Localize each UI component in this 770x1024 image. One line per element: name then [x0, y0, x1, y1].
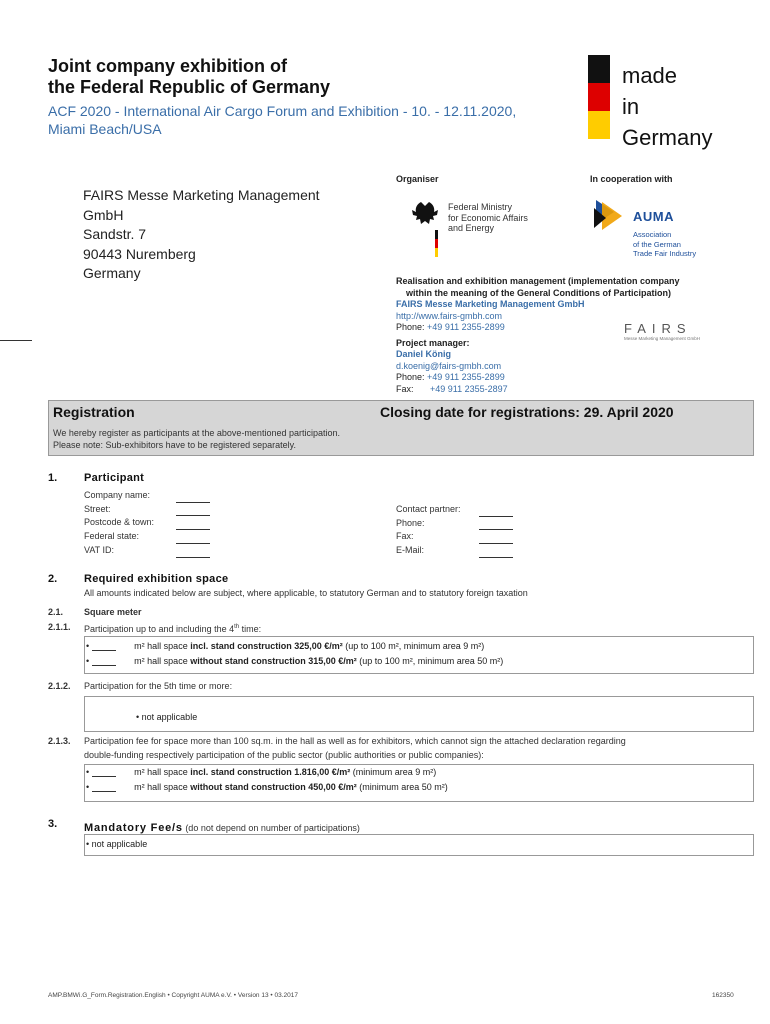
pm-fax-value: +49 911 2355-2897 — [430, 383, 508, 394]
address-line: GmbH — [83, 206, 124, 223]
vat-field[interactable] — [176, 548, 210, 558]
participant-fields-right — [479, 503, 513, 558]
auma-logo-icon — [592, 198, 632, 239]
phone-label: Phone: — [396, 517, 425, 528]
postcode-label: Postcode & town: — [84, 517, 155, 528]
realisation-company: FAIRS Messe Marketing Management GmbH — [396, 299, 585, 309]
fold-mark — [0, 340, 32, 341]
section-2-1-3-text — [84, 735, 754, 762]
section-3-note: (do not depend on number of participations) — [182, 823, 360, 833]
phone-value: +49 911 2355-2899 — [427, 322, 505, 332]
project-manager-email[interactable]: d.koenig@fairs-gmbh.com — [396, 360, 502, 371]
r4-bold: without stand construction 450,00 €/m² — [190, 782, 357, 792]
section-2-1-title: Square meter — [84, 607, 142, 617]
project-manager-label: Project manager: — [396, 337, 470, 348]
auma-sub-line: Association — [633, 230, 672, 239]
without-450-qty-field[interactable] — [92, 782, 116, 792]
participant-labels-left — [84, 489, 154, 558]
section-1-title: Participant — [84, 472, 145, 484]
participant-labels-right — [396, 503, 461, 558]
organiser-label: Organiser — [396, 174, 439, 184]
event-subtitle — [48, 102, 516, 138]
title-line-2: the Federal Republic of Germany — [48, 77, 331, 97]
r4-post: (minimum area 50 m²) — [356, 782, 448, 792]
not-applicable-2-1-2: • not applicable — [136, 712, 198, 722]
fax-label: Fax: — [396, 531, 414, 542]
phone-field[interactable] — [479, 520, 513, 530]
email-field[interactable] — [479, 548, 513, 558]
ministry-line: for Economic Affairs — [448, 212, 528, 223]
ministry-line: Federal Ministry — [448, 202, 513, 212]
option-row-incl-1816: • m² hall space incl. stand construction 1.816,00 €/m² (minimum area 9 m²) — [86, 767, 437, 777]
section-2-title: Required exhibition space — [84, 573, 229, 585]
s211-end: time: — [239, 624, 262, 634]
company-name-label: Company name: — [84, 490, 151, 500]
s211-sup: th — [234, 624, 240, 630]
address-line: Germany — [83, 265, 141, 281]
tax-note: All amounts indicated below are subject, where applicable, to statutory German and to statutory foreign taxation — [84, 588, 528, 598]
federal-state-field[interactable] — [176, 534, 210, 544]
r4-pre: m² hall space — [134, 782, 191, 792]
realisation-web-link[interactable]: http://www.fairs-gmbh.com — [396, 310, 503, 321]
auma-subtitle — [633, 230, 696, 259]
section-1-number: 1. — [48, 472, 58, 484]
incl-1816-qty-field[interactable] — [92, 767, 116, 777]
address-line: Sandstr. 7 — [83, 226, 147, 242]
closing-date: Closing date for registrations: 29. April 2020 — [380, 404, 674, 420]
auma-name: AUMA — [633, 209, 674, 224]
ministry-name — [448, 202, 528, 234]
section-2-1-2-text: Participation for the 5th time or more: — [84, 681, 233, 691]
section-3-title: Mandatory Fee/s — [84, 822, 183, 834]
subtitle-line-2: Miami Beach/USA — [48, 121, 162, 137]
made-in-germany-flag-icon — [588, 55, 610, 139]
option-row-without-315: • m² hall space without stand construction 315,00 €/m² (up to 100 m², minimum area 50 m²) — [86, 656, 504, 666]
contact-partner-label: Contact partner: — [396, 504, 461, 514]
r2-pre: m² hall space — [134, 656, 191, 666]
subtitle-line-1: ACF 2020 - International Air Cargo Forum and Exhibition - 10. - 12.11.2020, — [48, 103, 517, 119]
street-field[interactable] — [176, 506, 210, 516]
registration-note — [53, 427, 340, 451]
contact-partner-field[interactable] — [479, 507, 513, 517]
section-2-1-number: 2.1. — [48, 607, 64, 617]
r3-post: (minimum area 9 m²) — [350, 767, 437, 777]
option-row-without-450: • m² hall space without stand construction 450,00 €/m² (minimum area 50 m²) — [86, 782, 448, 792]
cooperation-label: In cooperation with — [590, 174, 673, 184]
r2-post: (up to 100 m², minimum area 50 m²) — [356, 656, 504, 666]
street-label: Street: — [84, 503, 111, 514]
without-315-qty-field[interactable] — [92, 656, 116, 666]
fax-field[interactable] — [479, 534, 513, 544]
participant-fields-left — [176, 489, 210, 558]
realisation-heading: Realisation and exhibition management (implementation company — [396, 276, 680, 286]
address-line: FAIRS Messe Marketing Management — [83, 187, 320, 203]
pm-phone-value: +49 911 2355-2899 — [427, 372, 505, 382]
postcode-field[interactable] — [176, 520, 210, 530]
fairs-logo: FAIRS — [624, 321, 692, 336]
federal-state-label: Federal state: — [84, 531, 140, 542]
email-label: E-Mail: — [396, 545, 425, 556]
address-line: 90443 Nuremberg — [83, 245, 196, 262]
realisation-heading: within the meaning of the General Conditions of Participation) — [406, 287, 672, 298]
fairs-logo-subtitle: Messe Marketing Management GmbH — [624, 336, 701, 341]
pm-fax-label: Fax: — [396, 383, 414, 394]
phone-label: Phone: — [396, 322, 425, 332]
r1-pre: m² hall space — [134, 641, 191, 651]
footer-left: AMP.BMWi.G_Form.Registration.English • Copyright AUMA e.V. • Version 13 • 03.2017 — [48, 992, 298, 999]
auma-sub-line: of the German — [633, 239, 681, 249]
section-2-1-3-number: 2.1.3. — [48, 736, 71, 746]
realisation-block — [396, 276, 756, 395]
document-title — [48, 56, 330, 98]
made-in-germany-logo — [622, 60, 712, 153]
option-row-incl-325: • m² hall space incl. stand construction 325,00 €/m² (up to 100 m², minimum area 9 m²) — [86, 641, 485, 651]
s213-line-2: double-funding respectively participation of the public sector (public authorities or public companies): — [84, 749, 484, 760]
registration-note-line: Please note: Sub-exhibitors have to be registered separately. — [53, 440, 296, 450]
s213-line-1: Participation fee for space more than 100 sq.m. in the hall as well as for exhibitors, which cannot sign the attached declaration regarding — [84, 736, 626, 746]
address-block — [83, 186, 320, 284]
footer-right: 162350 — [712, 992, 734, 999]
incl-325-qty-field[interactable] — [92, 641, 116, 651]
registration-note-line: We hereby register as participants at the above-mentioned participation. — [53, 428, 340, 438]
logo-line-3: Germany — [622, 125, 713, 150]
section-3-number: 3. — [48, 818, 58, 830]
option-box-3 — [84, 834, 754, 856]
r1-bold: incl. stand construction 325,00 €/m² — [190, 641, 343, 651]
section-2-1-1-text — [84, 621, 261, 637]
s211-text: Participation up to and including the 4 — [84, 624, 235, 634]
logo-line-2: in — [622, 94, 640, 119]
company-name-field[interactable] — [176, 493, 210, 503]
vat-label: VAT ID: — [84, 544, 115, 555]
project-manager-name: Daniel König — [396, 349, 452, 359]
pm-phone-label: Phone: — [396, 372, 425, 382]
logo-line-1: made — [622, 63, 678, 88]
federal-eagle-icon — [407, 200, 443, 265]
r1-post: (up to 100 m², minimum area 9 m²) — [342, 641, 485, 651]
section-2-1-2-number: 2.1.2. — [48, 681, 71, 691]
r2-bold: without stand construction 315,00 €/m² — [190, 656, 357, 666]
r3-pre: m² hall space — [134, 767, 191, 777]
r3-bold: incl. stand construction 1.816,00 €/m² — [190, 767, 351, 777]
registration-title: Registration — [53, 404, 135, 420]
ministry-line: and Energy — [448, 223, 495, 233]
title-line-1: Joint company exhibition of — [48, 56, 288, 76]
auma-sub-line: Trade Fair Industry — [633, 249, 697, 258]
section-2-1-1-number: 2.1.1. — [48, 622, 71, 632]
not-applicable-3: • not applicable — [86, 839, 148, 849]
section-2-number: 2. — [48, 573, 58, 585]
